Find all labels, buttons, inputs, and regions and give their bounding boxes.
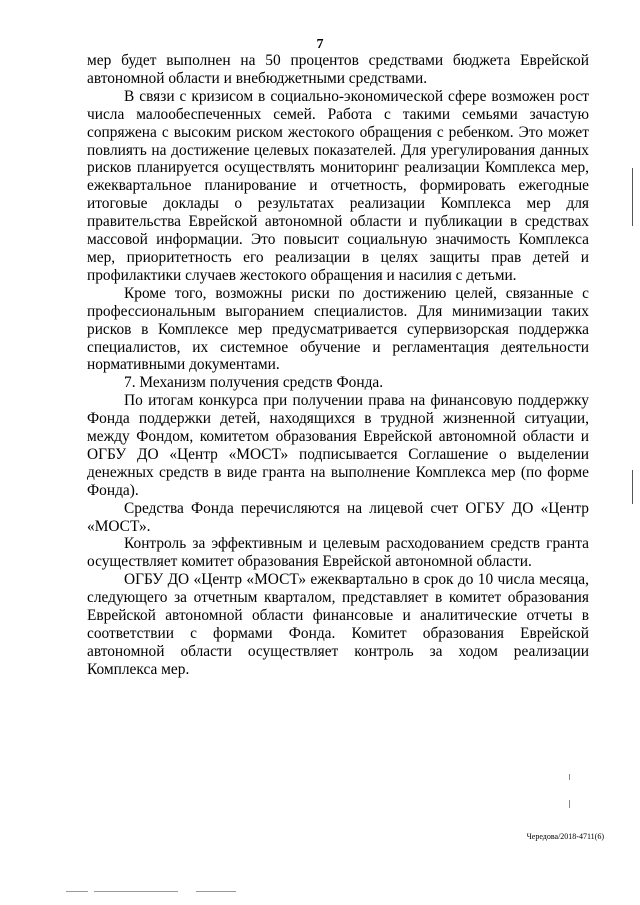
scan-bottom-mark — [196, 891, 236, 892]
section-heading-funding-mechanism: 7. Механизм получения средств Фонда. — [124, 374, 384, 392]
paragraph-grant-agreement: По итогам конкурса при получении права на финансовую поддержку Фонда поддержки детей, находящихся в трудной жизненной ситуации, между Фондом, комитетом образования Еврейской автономной области и ОГБУ ДО «Центр «МОСТ» подписывается Соглашение о выделении денежных средств в виде гранта на выполнение Комплекса мер (по форме Фонда). — [87, 392, 589, 499]
scan-bottom-mark — [94, 891, 178, 892]
document-reference: Чередова/2018-4711(6) — [526, 832, 604, 841]
scan-speck — [569, 800, 570, 808]
scan-speck — [569, 774, 570, 780]
scan-bottom-mark — [66, 891, 88, 892]
paragraph-control: Контроль за эффективным и целевым расходованием средств гранта осуществляет комитет образования Еврейской автономной области. — [87, 535, 589, 571]
document-body — [87, 52, 589, 679]
paragraph-burnout-risks: Кроме того, возможны риски по достижению целей, связанные с профессиональным выгоранием специалистов. Для минимизации таких рисков в Комплексе мер предусматривается супервизорская поддержка специалистов, их системное обучение и регламентация деятельности нормативными документами. — [87, 284, 589, 374]
paragraph-crisis-risks: В связи с кризисом в социально-экономической сфере возможен рост числа малообеспеченных семей. Работа с такими семьями зачастую сопряжена с высоким риском жестокого обращения с ребенком. Это может повлиять на достижение целевых показателей. Для урегулирования данных рисков планируется осуществлять мониторинг реализации Комплекса мер, ежеквартальное планирование и отчетность, формировать ежегодные итоговые доклады о результатах реализации Комплекса мер для правительства Еврейской автономной области и публикации в средствах массовой информации. Это повысит социальную значимость Комплекса мер, приоритетность его реализации в целях защиты прав детей и профилактики случаев жестокого обращения и насилия с детьми. — [87, 87, 589, 284]
scan-edge-line — [632, 470, 633, 504]
page-number: 7 — [316, 37, 324, 52]
paragraph-reporting: ОГБУ ДО «Центр «МОСТ» ежеквартально в срок до 10 числа месяца, следующего за отчетным кварталом, представляет в комитет образования Еврейской автономной области финансовые и аналитические отчеты в соответствии с формами Фонда. Комитет образования Еврейской автономной области осуществляет контроль за ходом реализации Комплекса мер. — [87, 571, 589, 678]
scan-edge-line — [632, 168, 633, 226]
paragraph-continuation: мер будет выполнен на 50 процентов средствами бюджета Еврейской автономной области и внебюджетными средствами. — [87, 52, 589, 87]
paragraph-funds-transfer: Средства Фонда перечисляются на лицевой счет ОГБУ ДО «Центр «МОСТ». — [87, 499, 589, 535]
